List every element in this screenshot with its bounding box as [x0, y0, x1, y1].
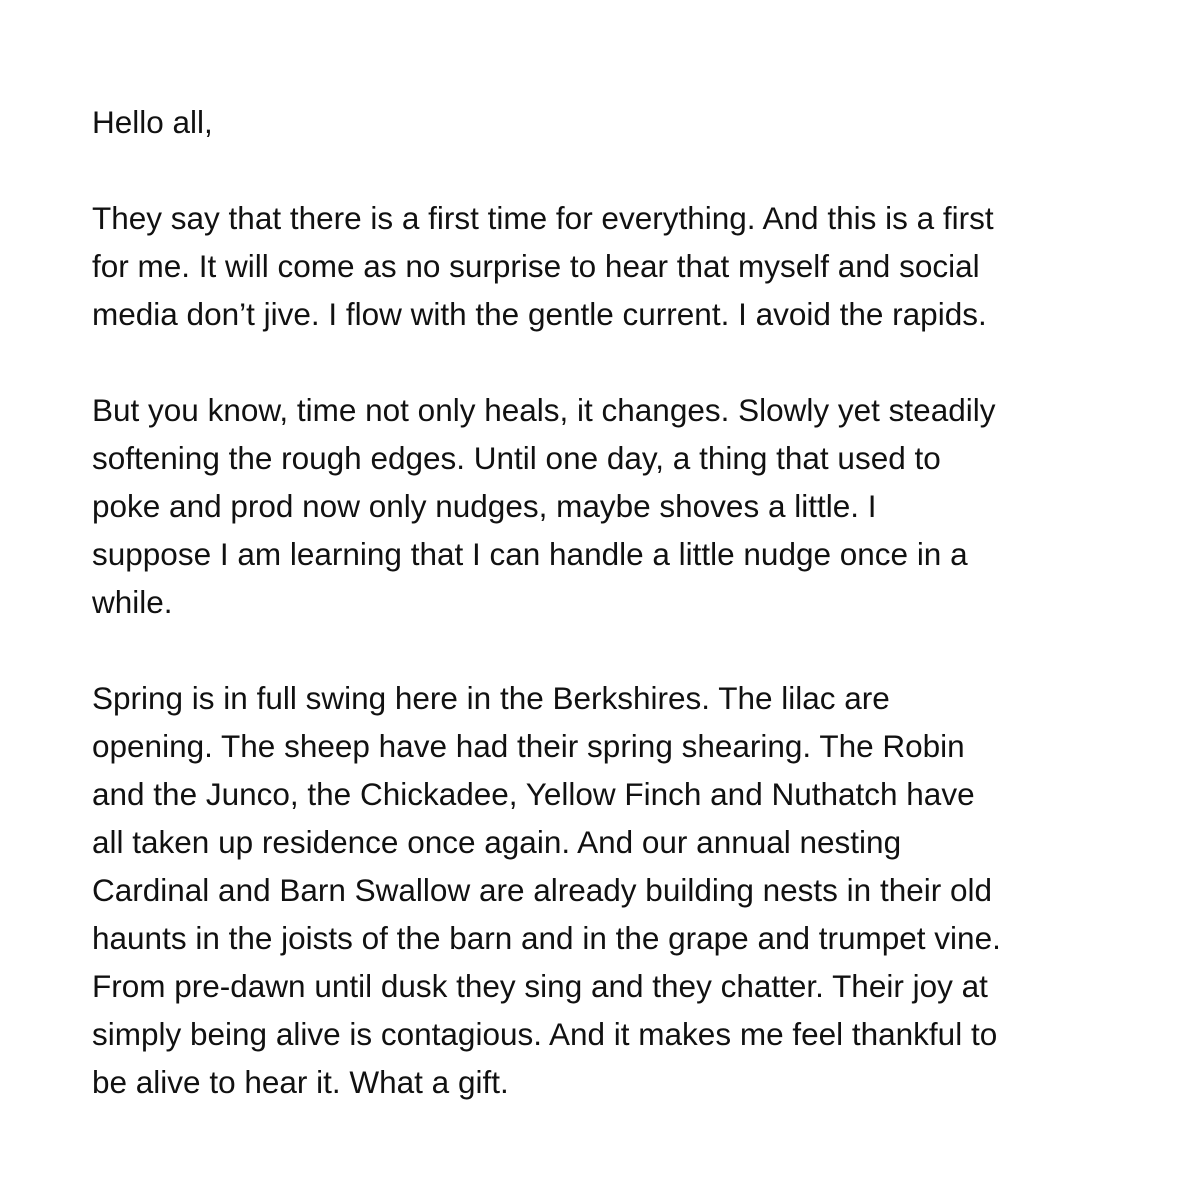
paragraph-line: But you know, time not only heals, it changes. Slowly yet steadily	[92, 392, 996, 428]
paragraph-line: all taken up residence once again. And our annual nesting	[92, 824, 902, 860]
paragraph-line: be alive to hear it. What a gift.	[92, 1064, 509, 1100]
paragraph-line: for me. It will come as no surprise to hear that myself and social	[92, 248, 980, 284]
paragraph-line: Spring is in full swing here in the Berkshires. The lilac are	[92, 680, 890, 716]
paragraph-line: They say that there is a first time for everything. And this is a first	[92, 200, 994, 236]
paragraph-line: Cardinal and Barn Swallow are already building nests in their old	[92, 872, 993, 908]
paragraph-line: poke and prod now only nudges, maybe shoves a little. I	[92, 488, 877, 524]
paragraph-line: simply being alive is contagious. And it makes me feel thankful to	[92, 1016, 998, 1052]
paragraph-line: From pre-dawn until dusk they sing and they chatter. Their joy at	[92, 968, 988, 1004]
paragraph-line: softening the rough edges. Until one day, a thing that used to	[92, 440, 941, 476]
paragraph-line: media don’t jive. I flow with the gentle current. I avoid the rapids.	[92, 296, 987, 332]
greeting: Hello all,	[92, 104, 213, 140]
paragraph-line: opening. The sheep have had their spring shearing. The Robin	[92, 728, 965, 764]
paragraph-line: haunts in the joists of the barn and in the grape and trumpet vine.	[92, 920, 1001, 956]
paragraph-line: while.	[92, 584, 173, 620]
paragraph-line: and the Junco, the Chickadee, Yellow Finch and Nuthatch have	[92, 776, 975, 812]
paragraph-line: suppose I am learning that I can handle a little nudge once in a	[92, 536, 968, 572]
paragraph-time-changes	[92, 386, 1122, 626]
letter-body	[92, 98, 1122, 1106]
paragraph-spring	[92, 674, 1122, 1106]
paragraph-first-time	[92, 194, 1122, 338]
